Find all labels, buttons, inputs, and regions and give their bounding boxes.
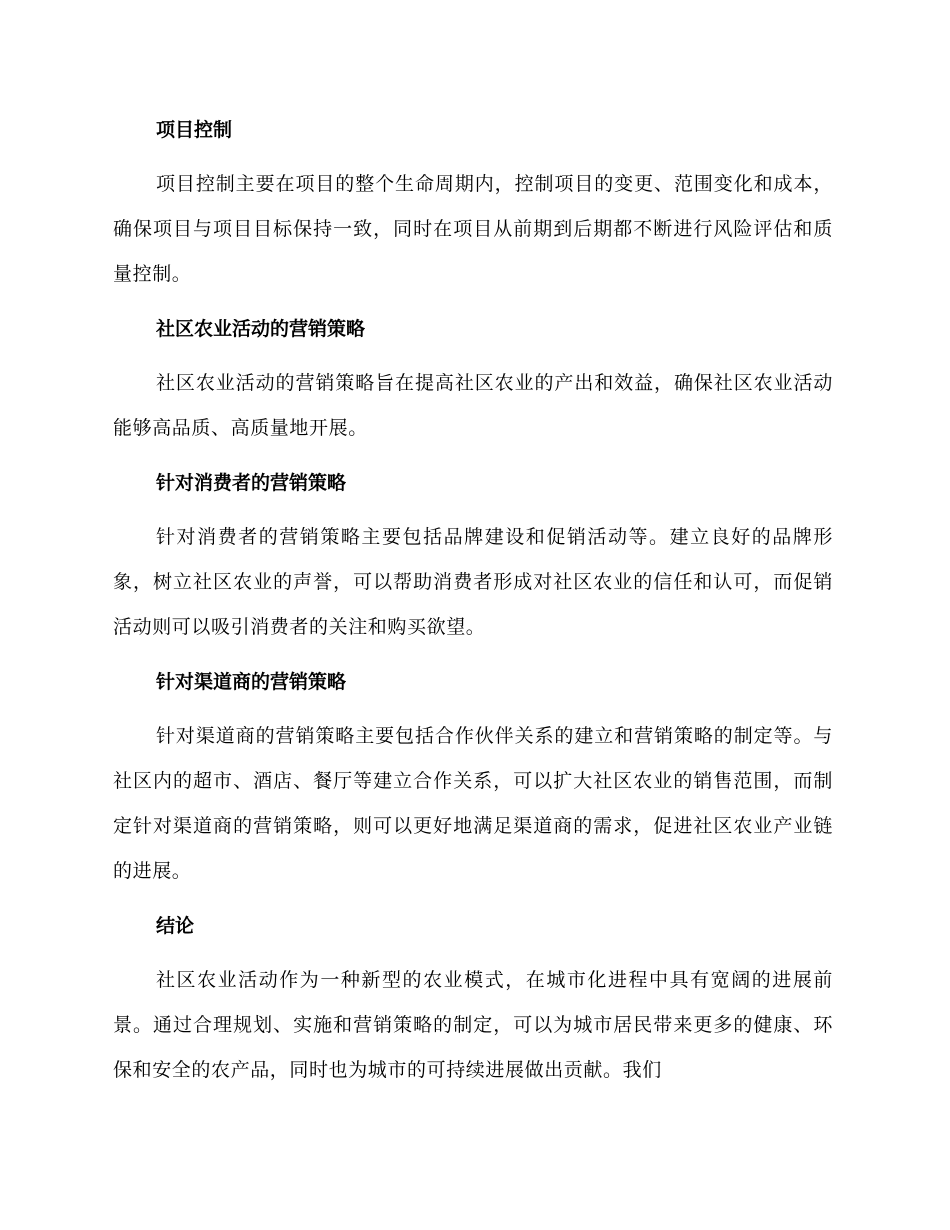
section-heading: 结论 (156, 915, 195, 937)
section-paragraph: 项目控制主要在项目的整个生命周期内，控制项目的变更、范围变化和成本，确保项目与项目目标保持一致，同时在项目从前期到后期都不断进行风险评估和质量控制。 (113, 173, 833, 285)
section-heading: 针对渠道商的营销策略 (156, 671, 347, 693)
section-consumer-strategy (113, 465, 833, 650)
section-paragraph: 针对渠道商的营销策略主要包括合作伙伴关系的建立和营销策略的制定等。与社区内的超市、酒店、餐厅等建立合作关系，可以扩大社区农业的销售范围，而制定针对渠道商的营销策略，则可以更好地满足渠道商的需求，促进社区农业产业链的进展。 (113, 725, 833, 882)
section-project-control (113, 112, 833, 297)
section-conclusion (113, 908, 833, 1093)
section-paragraph: 针对消费者的营销策略主要包括品牌建设和促销活动等。建立良好的品牌形象，树立社区农业的声誉，可以帮助消费者形成对社区农业的信任和认可，而促销活动则可以吸引消费者的关注和购买欲望。 (113, 526, 833, 638)
section-heading: 社区农业活动的营销策略 (156, 318, 366, 340)
document-page (113, 112, 833, 1107)
section-paragraph: 社区农业活动的营销策略旨在提高社区农业的产出和效益，确保社区农业活动能够高品质、高质量地开展。 (113, 372, 833, 439)
section-marketing-strategy (113, 311, 833, 451)
section-paragraph: 社区农业活动作为一种新型的农业模式，在城市化进程中具有宽阔的进展前景。通过合理规划、实施和营销策略的制定，可以为城市居民带来更多的健康、环保和安全的农产品，同时也为城市的可持续进展做出贡献。我们 (113, 969, 833, 1081)
section-heading: 项目控制 (156, 119, 233, 141)
section-channel-strategy (113, 664, 833, 894)
section-heading: 针对消费者的营销策略 (156, 472, 347, 494)
